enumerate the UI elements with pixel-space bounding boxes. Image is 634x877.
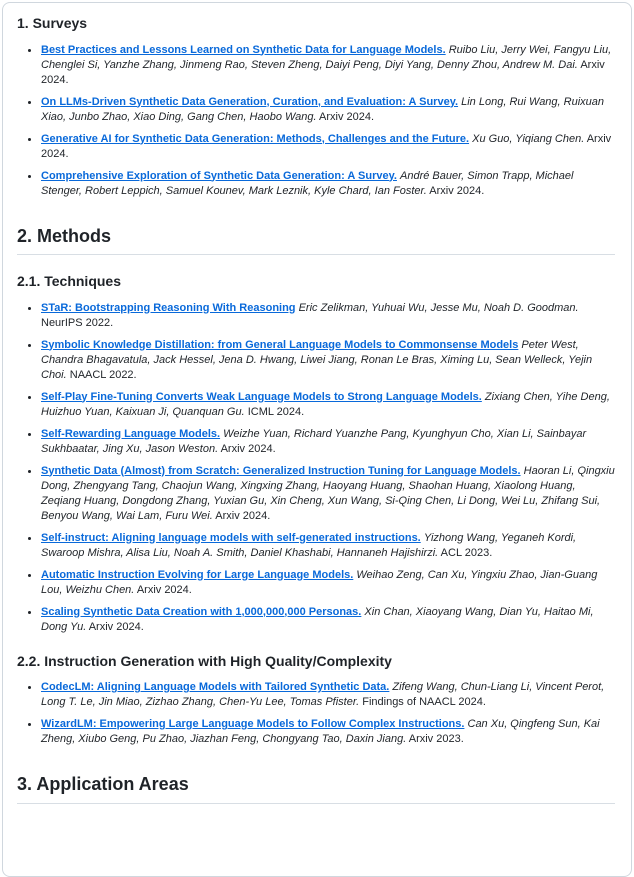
readme-container [2, 2, 632, 877]
paper-authors: Xin Chan, Xiaoyang Wang, Dian Yu, Haitao Mi, Dong Yu. [41, 605, 594, 633]
paper-item [40, 301, 615, 331]
paper-venue: Arxiv 2024. [41, 58, 605, 86]
paper-item [40, 680, 615, 710]
paper-venue: NeurIPS 2022. [41, 316, 114, 329]
paper-venue: Arxiv 2024. [220, 442, 276, 455]
paper-item [40, 427, 615, 457]
paper-item [40, 338, 615, 383]
heading-surveys: 1. Surveys [17, 15, 88, 31]
paper-authors: Ruibo Liu, Jerry Wei, Fangyu Liu, Chenglei Si, Yanzhe Zhang, Jinmeng Rao, Steven Zheng, Daiyi Peng, Diyi Yang, Denny Zhou, Andrew M. Dai. [41, 43, 612, 71]
paper-venue: ACL 2023. [440, 546, 493, 559]
paper-authors: Eric Zelikman, Yuhuai Wu, Jesse Mu, Noah D. Goodman. [298, 301, 579, 314]
paper-item [40, 464, 615, 524]
paper-authors: Can Xu, Qingfeng Sun, Kai Zheng, Xiubo Geng, Pu Zhao, Jiazhan Feng, Chongyang Tao, Daxin Jiang. [41, 718, 600, 745]
paper-authors: Yizhong Wang, Yeganeh Kordi, Swaroop Mishra, Alisa Liu, Noah A. Smith, Daniel Khashabi, Hannaneh Hajishirzi. [41, 531, 577, 559]
paper-venue: Arxiv 2024. [88, 620, 144, 633]
paper-link[interactable]: Symbolic Knowledge Distillation: from General Language Models to Commonsense Models [41, 338, 519, 351]
paper-link[interactable]: Scaling Synthetic Data Creation with 1,000,000,000 Personas. [41, 605, 362, 618]
paper-item [40, 390, 615, 420]
paper-item [40, 717, 615, 747]
paper-authors: Zifeng Wang, Chun-Liang Li, Vincent Perot, Long T. Le, Jin Miao, Zizhao Zhang, Chen-Yu Lee, Tomas Pfister. [41, 681, 605, 708]
heading-techniques: 2.1. Techniques [17, 273, 121, 289]
paper-link[interactable]: Generative AI for Synthetic Data Generation: Methods, Challenges and the Future. [41, 132, 470, 145]
paper-link[interactable]: CodecLM: Aligning Language Models with Tailored Synthetic Data. [41, 681, 390, 693]
paper-venue: Arxiv 2024. [215, 509, 271, 522]
paper-item [40, 568, 615, 598]
paper-item [40, 531, 615, 561]
paper-link[interactable]: WizardLM: Empowering Large Language Models to Follow Complex Instructions. [41, 718, 465, 730]
heading-methods: 2. Methods [17, 225, 615, 256]
paper-authors: Peter West, Chandra Bhagavatula, Jack Hessel, Jena D. Hwang, Liwei Jiang, Ronan Le Bras, Ximing Lu, Sean Welleck, Yejin Choi. [41, 338, 593, 381]
paper-authors: Lin Long, Rui Wang, Ruixuan Xiao, Junbo Zhao, Xiao Ding, Gang Chen, Haobo Wang. [41, 95, 605, 123]
paper-link[interactable]: STaR: Bootstrapping Reasoning With Reasoning [41, 301, 296, 314]
paper-item [40, 169, 615, 199]
paper-authors: Weihao Zeng, Can Xu, Yingxiu Zhao, Jian-Guang Lou, Weizhu Chen. [41, 568, 598, 596]
paper-venue: NAACL 2022. [69, 368, 137, 381]
paper-venue: Arxiv 2023. [408, 733, 464, 745]
paper-link[interactable]: Comprehensive Exploration of Synthetic Data Generation: A Survey. [41, 169, 397, 182]
paper-item [40, 43, 615, 88]
heading-application-areas: 3. Application Areas [17, 773, 615, 804]
surveys-list [17, 43, 615, 199]
paper-authors: Haoran Li, Qingxiu Dong, Zhengyang Tang, Chaojun Wang, Xingxing Zhang, Haoyang Huang, Shaohan Huang, Xiaolong Huang, Zeqiang Huang, Dongdong Zhang, Yuxian Gu, Xin Cheng, Xun Wang, Si-Qing Chen, Li Dong, Wei Lu, Zhifang Sui, Benyou Wang, Wai Lam, Furu Wei. [41, 464, 615, 522]
paper-link[interactable]: Self-instruct: Aligning language models with self-generated instructions. [41, 531, 421, 544]
paper-venue: Arxiv 2024. [429, 184, 485, 197]
paper-item [40, 95, 615, 125]
instruction-generation-list [17, 680, 615, 747]
paper-item [40, 605, 615, 635]
paper-venue: ICML 2024. [247, 405, 305, 418]
paper-venue: Arxiv 2024. [136, 583, 192, 596]
techniques-list [17, 301, 615, 635]
paper-link[interactable]: On LLMs-Driven Synthetic Data Generation, Curation, and Evaluation: A Survey. [41, 95, 459, 108]
paper-authors: Weizhe Yuan, Richard Yuanzhe Pang, Kyunghyun Cho, Xian Li, Sainbayar Sukhbaatar, Jing Xu, Jason Weston. [41, 427, 587, 455]
paper-authors: Xu Guo, Yiqiang Chen. [472, 132, 585, 145]
paper-authors: André Bauer, Simon Trapp, Michael Stenger, Robert Leppich, Samuel Kounev, Mark Leznik, Kyle Chard, Ian Foster. [41, 169, 574, 197]
paper-venue: Arxiv 2024. [319, 110, 375, 123]
paper-item [40, 132, 615, 162]
paper-link[interactable]: Self-Play Fine-Tuning Converts Weak Language Models to Strong Language Models. [41, 390, 482, 403]
heading-instruction-generation: 2.2. Instruction Generation with High Quality/Complexity [17, 652, 392, 669]
paper-authors: Zixiang Chen, Yihe Deng, Huizhuo Yuan, Kaixuan Ji, Quanquan Gu. [41, 390, 610, 418]
paper-link[interactable]: Synthetic Data (Almost) from Scratch: Generalized Instruction Tuning for Language Models. [41, 464, 521, 477]
paper-venue: Arxiv 2024. [41, 132, 612, 160]
paper-link[interactable]: Self-Rewarding Language Models. [41, 427, 221, 440]
paper-link[interactable]: Best Practices and Lessons Learned on Synthetic Data for Language Models. [41, 43, 446, 56]
paper-venue: Findings of NAACL 2024. [362, 696, 486, 708]
paper-link[interactable]: Automatic Instruction Evolving for Large Language Models. [41, 568, 354, 581]
